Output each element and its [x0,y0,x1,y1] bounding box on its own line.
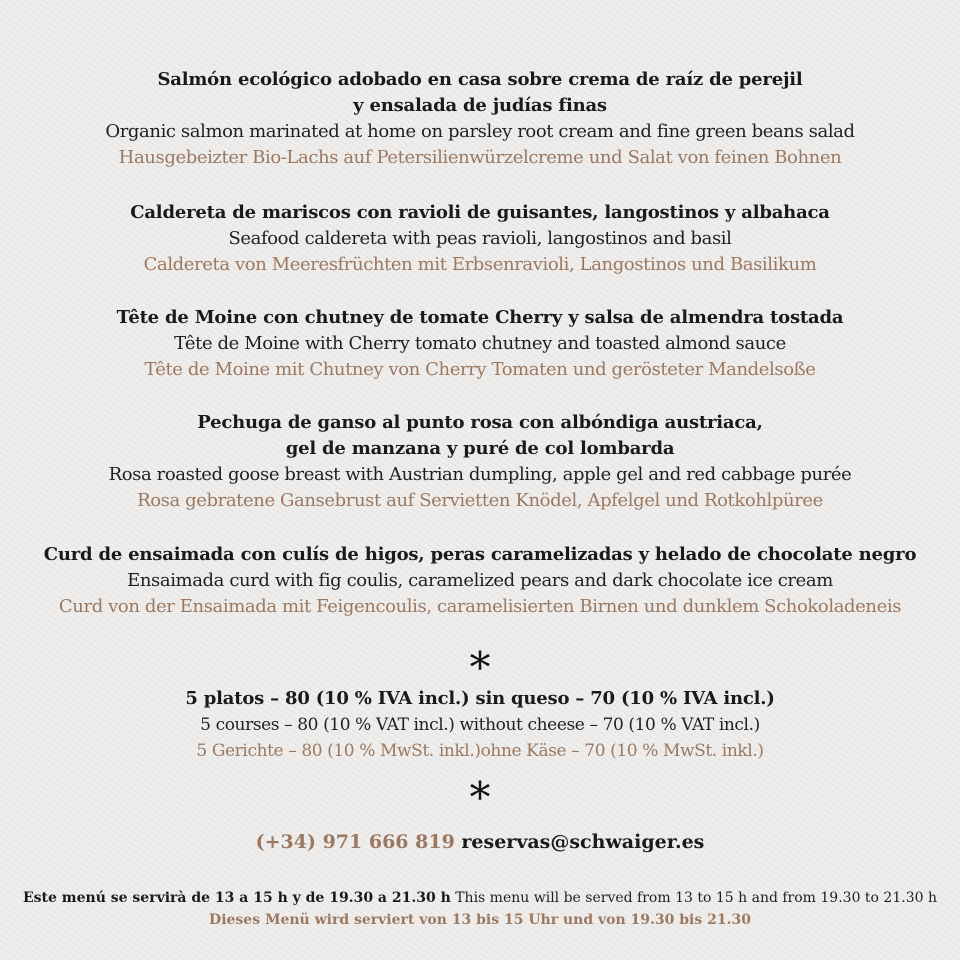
dish-2-english: Seafood caldereta with peas ravioli, langostinos and basil [228,228,732,249]
dish-4-title-es-line-1: Pechuga de ganso al punto rosa con albóndiga austriaca, [197,412,763,433]
email-address[interactable]: reservas@schwaiger.es [461,831,705,853]
dish-4 [0,410,960,514]
dish-2-title-es: Caldereta de mariscos con ravioli de guisantes, langostinos y albahaca [130,202,830,223]
dish-3-english: Tête de Moine with Cherry tomato chutney and toasted almond sauce [174,333,786,354]
dish-5-english: Ensaimada curd with fig coulis, caramelized pears and dark chocolate ice cream [127,570,833,591]
dish-2-german: Caldereta von Meeresfrüchten mit Erbsenravioli, Langostinos und Basilikum [143,254,817,275]
dish-1-german: Hausgebeizter Bio-Lachs auf Petersilienwürzelcreme und Salat von feinen Bohnen [118,147,842,168]
asterisk-separator-icon: * [469,643,491,692]
dish-4-german: Rosa gebratene Gansebrust auf Servietten Knödel, Apfelgel und Rotkohlpüree [137,490,823,511]
serving-hours-english: This menu will be served from 13 to 15 h and from 19.30 to 21.30 h [455,890,937,906]
dish-1-title-es-line-2: y ensalada de judías finas [353,95,607,116]
dish-4-english: Rosa roasted goose breast with Austrian dumpling, apple gel and red cabbage purée [108,464,852,485]
dish-4-title-es-line-2: gel de manzana y puré de col lombarda [285,438,675,459]
dish-5 [0,542,960,620]
price-english: 5 courses – 80 (10 % VAT incl.) without cheese – 70 (10 % VAT incl.) [200,715,760,735]
phone-number[interactable]: (+34) 971 666 819 [255,831,455,853]
dish-1 [0,67,960,171]
dish-3-german: Tête de Moine mit Chutney von Cherry Tomaten und gerösteter Mandelsoße [144,359,816,380]
serving-hours-german: Dieses Menü wird serviert von 13 bis 15 Uhr und von 19.30 bis 21.30 [209,912,751,928]
serving-hours-spanish: Este menú se servirà de 13 a 15 h y de 19.30 a 21.30 h [23,890,451,906]
contact-line [0,829,960,855]
price-spanish: 5 platos – 80 (10 % IVA incl.) sin queso – 70 (10 % IVA incl.) [185,688,775,709]
dish-2 [0,200,960,278]
dish-1-title-es-line-1: Salmón ecológico adobado en casa sobre crema de raíz de perejil [157,69,803,90]
dish-3-title-es: Tête de Moine con chutney de tomate Cherry y salsa de almendra tostada [116,307,844,328]
dish-5-title-es: Curd de ensaimada con culís de higos, peras caramelizadas y helado de chocolate negro [43,544,917,565]
price-block [0,686,960,764]
dish-3 [0,305,960,383]
serving-hours [0,887,960,931]
price-german: 5 Gerichte – 80 (10 % MwSt. inkl.)ohne Käse – 70 (10 % MwSt. inkl.) [196,741,764,761]
asterisk-separator-icon: * [469,773,491,822]
serving-hours-line-1 [0,887,960,909]
dish-1-english: Organic salmon marinated at home on parsley root cream and fine green beans salad [105,121,855,142]
dish-5-german: Curd von der Ensaimada mit Feigencoulis, caramelisierten Birnen und dunklem Schokoladeneis [58,596,902,617]
